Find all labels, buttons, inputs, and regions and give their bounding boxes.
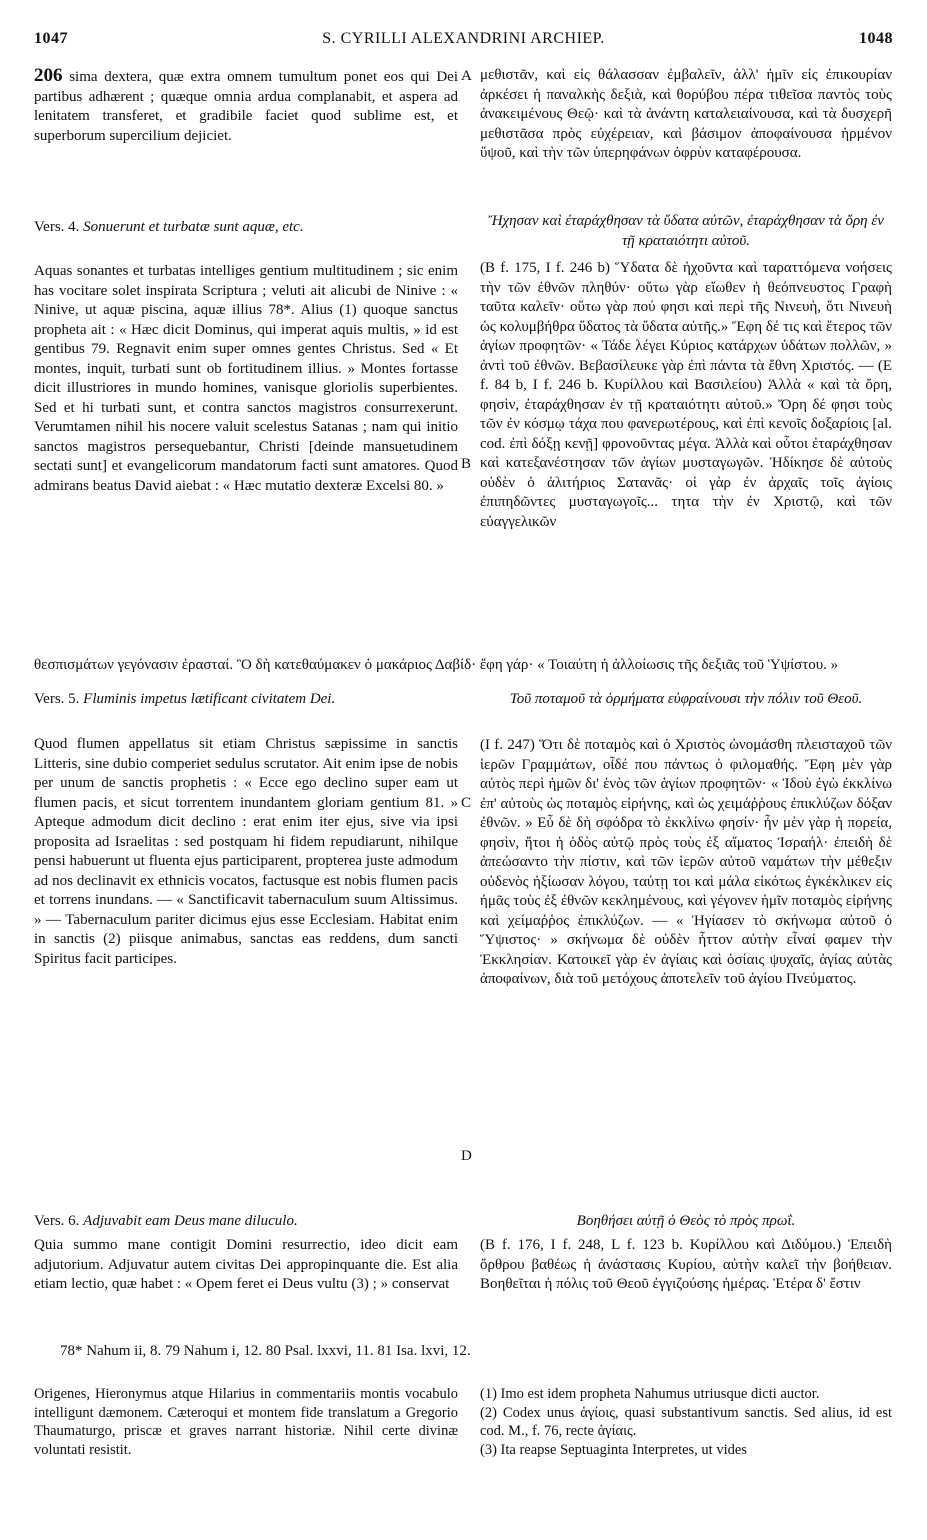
greek-head-6 <box>480 1212 892 1232</box>
latin-intro-text: sima dextera, quæ extra omnem tumultum ponet eos qui Dei partibus adhærent ; quæque omnia ardua complanabit, et aspera ad lenitatem transferet, et gradibile faciet quod sublime est, et superborum supercilium dejiciet. <box>34 69 458 144</box>
vers4-label: Vers. 4. <box>34 219 84 235</box>
latin-p6-text: Quia summo mane contigit Domini resurrectio, ideo dicit eam adjutorium. Adjuvatur autem civitas Dei appropinquante die. Est alia etiam lectio, quæ habet : « Opem feret ei Deus vultu (3) ; » conservat <box>34 1237 458 1292</box>
greek-head-5 <box>480 690 892 710</box>
greek-p4-text: (B f. 175, I f. 246 b) Ὕδατα δὲ ἠχοῦντα καὶ ταραττόμενα νοήσεις τὴν τῶν ἐθνῶν πληθύν· οὕτω γὰρ εἴωθεν ἡ θεόπνευστος Γραφὴ ταῦτα καλεῖν· οὕτω γὰρ πού φησι καὶ περὶ τῆς Νινευὴ, ὅτι Νινευὴ ὡς κολυμβήθρα ὕδατος τὰ ὕδατα αὐτῆς.» Ἔφη δέ τις καὶ ἕτερος τῶν ἁγίων προφητῶν· « Τάδε λέγει Κύριος κατάρχων ὑδάτων πολλῶν, » ἀντὶ τοῦ ἐθνῶν. Βεβασίλευκε γὰρ ἐπὶ πάντα τὰ ἔθνη Χριστός. — (E f. 84 b, I f. 246 b. Κυρίλλου καὶ Βασιλείου) Ἀλλὰ « καὶ τὰ ὄρη, φησὶν, ἐταράχθησαν ἐν τῇ κραταιότητι αὐτοῦ.» Ὄρη δέ φησι τοὺς τῶν ἐν κόσμῳ τάχα που φανερωτέρους, καὶ ἐπὶ κενοῖς δοξαρίοις [al. cod. ἐπὶ δόξῃ κενῇ] φρονοῦντας μέγα. Ἀλλὰ καὶ οὗτοι ἐταράχθησαν καὶ κατεξανέστησαν τῶν ἁγίων μυσταγωγῶν. Ἠδίκησε δὲ αὐτοὺς οὐδὲν ὁ ἀλιτήριος Σατανᾶς· οἱ γὰρ ἐν ἀρχαῖς τοῖς ἁγίοις ἐπιπηδῶντες μυσταγωγοῖς... τητα τὴν ἐν Χριστῷ, καὶ τῶν εὐαγγελικῶν <box>480 260 892 530</box>
greek-head4-text: Ἤχησαν καὶ ἐταράχθησαν τὰ ὕδατα αὐτῶν, ἐταράχθησαν τὰ ὄρη ἐν τῇ κραταιότητι αὐτοῦ. <box>488 213 884 249</box>
greek-paragraph-4 <box>480 259 892 532</box>
vers4-text: Sonuerunt et turbatæ sunt aquæ, etc. <box>83 219 304 235</box>
vers6-text: Adjuvabit eam Deus mane diluculo. <box>83 1213 298 1229</box>
margin-marker-c: C <box>461 795 472 811</box>
footnote-refs-text: 78* Nahum ii, 8. 79 Nahum i, 12. 80 Psal. lxxvi, 11. 81 Isa. lxvi, 12. <box>60 1343 471 1359</box>
left-page-number: 1047 <box>34 30 68 47</box>
latin-paragraph-6 <box>34 1236 458 1295</box>
greek-head6-text: Βοηθήσει αὐτῇ ὁ Θεὸς τὸ πρὸς πρωΐ. <box>576 1213 796 1229</box>
margin-marker-b: B <box>461 456 472 472</box>
latin-intro <box>34 66 458 146</box>
page-header <box>34 30 893 54</box>
greek-head-4 <box>480 212 892 251</box>
latin-vers5-heading <box>34 690 458 710</box>
latin-paragraph-4 <box>34 262 458 496</box>
greek-p6-text: (B f. 176, I f. 248, L f. 123 b. Κυρίλλου καὶ Διδύμου.) Ἐπειδὴ ὄρθρου βαθέως ἡ ἀνάστασις Κυρίου, αὐτὴν καλεῖ τὴν βοήθειαν. Βοηθεῖται ἡ πόλις τοῦ Θεοῦ ἐγγιζούσης ἡμέρας. Ἑτέρα δ' ἔστιν <box>480 1237 892 1292</box>
footnote-1: (1) Imo est idem propheta Nahumus utriusque dicti auctor. <box>480 1386 820 1402</box>
footnote-3: (3) Ita reapse Septuaginta Interpretes, ut vides <box>480 1441 747 1458</box>
right-page-number: 1048 <box>859 30 893 47</box>
greek-p5-text: (I f. 247) Ὅτι δὲ ποταμὸς καὶ ὁ Χριστὸς ὠνομάσθη πλεισταχοῦ τῶν ἱερῶν Γραμμάτων, οἶδέ που πάντως ὁ φιλομαθής. Ἔφη μὲν γὰρ αὐτὸς περὶ ἡμῶν δι' ἑνὸς τῶν ἁγίων προφητῶν· « Ἰδοὺ ἐγὼ ἐκκλίνω ἐπ' αὐτοὺς ὡς ποταμὸς εἰρήνης, καὶ ὡς χειμάῤῥους ἐπικλύζων δόξαν ἐθνῶν. » Εὖ δὲ δὴ σφόδρα τὸ ἐκκλίνω φησίν· ἦν μὲν γὰρ ἡ πορεία, φησὶν, ἤτοι ἡ ὁδὸς αὐτῷ πρὸς τοὺς ἐξ αἵματος Ἰσραήλ· ἐπειδὴ δὲ ἀπεώσαντο τὴν πίστιν, καὶ τῶν ἱερῶν αὐτοῦ ναμάτων τὴν μέθεξιν οὐδενὸς ἠξίωσαν λόγου, ταύτῃ τοι καὶ μάλα εἰκότως ἐγκέκλικεν εἰς ἡμᾶς τοὺς ἐξ ἐθνῶν κεκλημένους, καὶ γέγονεν ἡμῖν ποταμὸς εἰρήνης καὶ χείμαῤῥος ἐπικλύζων. — « Ἡγίασεν τὸ σκήνωμα αὐτοῦ ὁ Ὕψιστος· » σκήνωμα δὲ οὐδὲν ἧττον αὐτὴν εἶναί φαμεν τὴν Ἐκκλησίαν. Κατοικεῖ γὰρ ἐν ἁγίαις καὶ ὁσίαις ψυχαῖς, ἁγίας αὐτὰς ἀποφαίνων, διὰ τοῦ μετόχους ἀποτελεῖν τοῦ ἁγίου Πνεύματος. <box>480 737 892 987</box>
running-title: S. CYRILLI ALEXANDRINI ARCHIEP. <box>322 30 605 47</box>
margin-marker-a: A <box>461 68 472 84</box>
column-number: 206 <box>34 65 63 86</box>
vers6-label: Vers. 6. <box>34 1213 84 1229</box>
vers5-text: Fluminis impetus lætificant civitatem Dei. <box>83 691 336 707</box>
latin-p5-text: Quod flumen appellatus sit etiam Christus sæpissime in sanctis Litteris, sine dubio comperiet sedulus scrutator. Ait enim ipse de nobis per unum de sanctis prophetis : « Ecce ego declino super eam ut flumen pacis, et sicut torrentem inundantem gloriam gentium 81. » Apteque admodum dicit declino : erat enim iter ejus, sive via ipsi proposita ad Israelitas : sed postquam hi fidem repudiarunt, nihilque pensi habuerunt ut fluenta ejus participarent, propterea juste admodum ad nos declinavit ex ethnicis vocatos, factusque est nobis flumen pacis et torrens inundans. — « Sanctificavit tabernaculum suum Altissimus. » — Tabernaculum pariter dicimus ejus esse Ecclesiam. Habitat enim in sanctis (2) piisque animabus, sanctas eas reddens, dum sancti Spiritus facit participes. <box>34 736 458 967</box>
greek-paragraph-6 <box>480 1236 892 1295</box>
greek-full-line-text: θεσπισμάτων γεγόνασιν ἐρασταί. Ὃ δὴ κατεθαύμακεν ὁ μακάριος Δαβίδ· ἔφη γάρ· « Τοιαύτη ἡ ἀλλοίωσις τῆς δεξιᾶς τοῦ Ὑψίστου. » <box>34 657 839 673</box>
latin-p4-text: Aquas sonantes et turbatas intelliges gentium multitudinem ; sic enim has vocitare solet inspirata Scriptura ; veluti ait alicubi de Ninive : « Ninive, ut aquæ piscina, aquæ illius 78*. Alius (1) quoque sanctus propheta ait : « Hæc dicit Dominus, qui imperat aquis multis, » id est gentibus 79. Regnavit enim super omnes gentes Christus. Sed « Et montes, inquit, turbati sunt ob fortitudinem illius. » Montes fortasse dicit illustriores in mundo homines, vanisque gloriolis superbientes. Sed et hi turbati sunt, et contra sanctos magistros consurrexerunt. Verumtamen nihil his nocere valuit scelestus Satanas ; nam qui initio sanctos magistros persequebantur, Christi [deinde mansuetudinem sectati sunt] et evangelicorum mandatorum facti sunt amatores. Quod admirans beatus David aiebat : « Hæc mutatio dexteræ Excelsi 80. » <box>34 263 458 494</box>
footnote-references <box>60 1343 471 1360</box>
footnote-right <box>480 1385 892 1459</box>
greek-intro <box>480 66 892 164</box>
greek-paragraph-5 <box>480 736 892 990</box>
margin-marker-d: D <box>461 1148 472 1164</box>
greek-head5-text: Τοῦ ποταμοῦ τὰ ὁρμήματα εὐφραίνουσι τὴν πόλιν τοῦ Θεοῦ. <box>509 691 863 707</box>
footnote-2: (2) Codex unus ἁγίοις, quasi substantivum sanctis. Sed alius, id est cod. M., f. 76, recte ἁγίαις. <box>480 1404 892 1439</box>
latin-vers6-heading <box>34 1212 458 1232</box>
latin-vers4-heading <box>34 218 458 238</box>
footnote-left <box>34 1385 458 1459</box>
latin-paragraph-5 <box>34 735 458 969</box>
greek-intro-text: μεθιστᾶν, καὶ εἰς θάλασσαν ἐμβαλεῖν, ἀλλ' ἡμῖν εἰς ἐπικουρίαν ἀρκέσει ἡ παναλκὴς δεξιὰ, καὶ θορύβου πέρα τιθεῖσα παντὸς τοὺς ἀνακειμένους Θεῷ· καὶ τὰ ἀνάντη καταλειαίνουσα, καὶ τὰ δυσχερῆ μεθιστᾶσα πρὸς εὐχέρειαν, καὶ βάσιμον ἀποφαίνουσα ἡρμένον ὕψοῦ, καὶ τὴν τῶν ὑπερηφάνων ὀφρὺν καταφέρουσα. <box>480 67 892 161</box>
vers5-label: Vers. 5. <box>34 691 84 707</box>
greek-full-width-line <box>34 656 892 676</box>
footnote-left-text: Origenes, Hieronymus atque Hilarius in commentariis montis vocabulo intelligunt dæmonem. Cæteroqui et montem fide translatum a Gregorio Thaumaturgo, priscæ et graves narrant historiæ. Nihil certe divinæ voluntati resistit. <box>34 1386 458 1458</box>
